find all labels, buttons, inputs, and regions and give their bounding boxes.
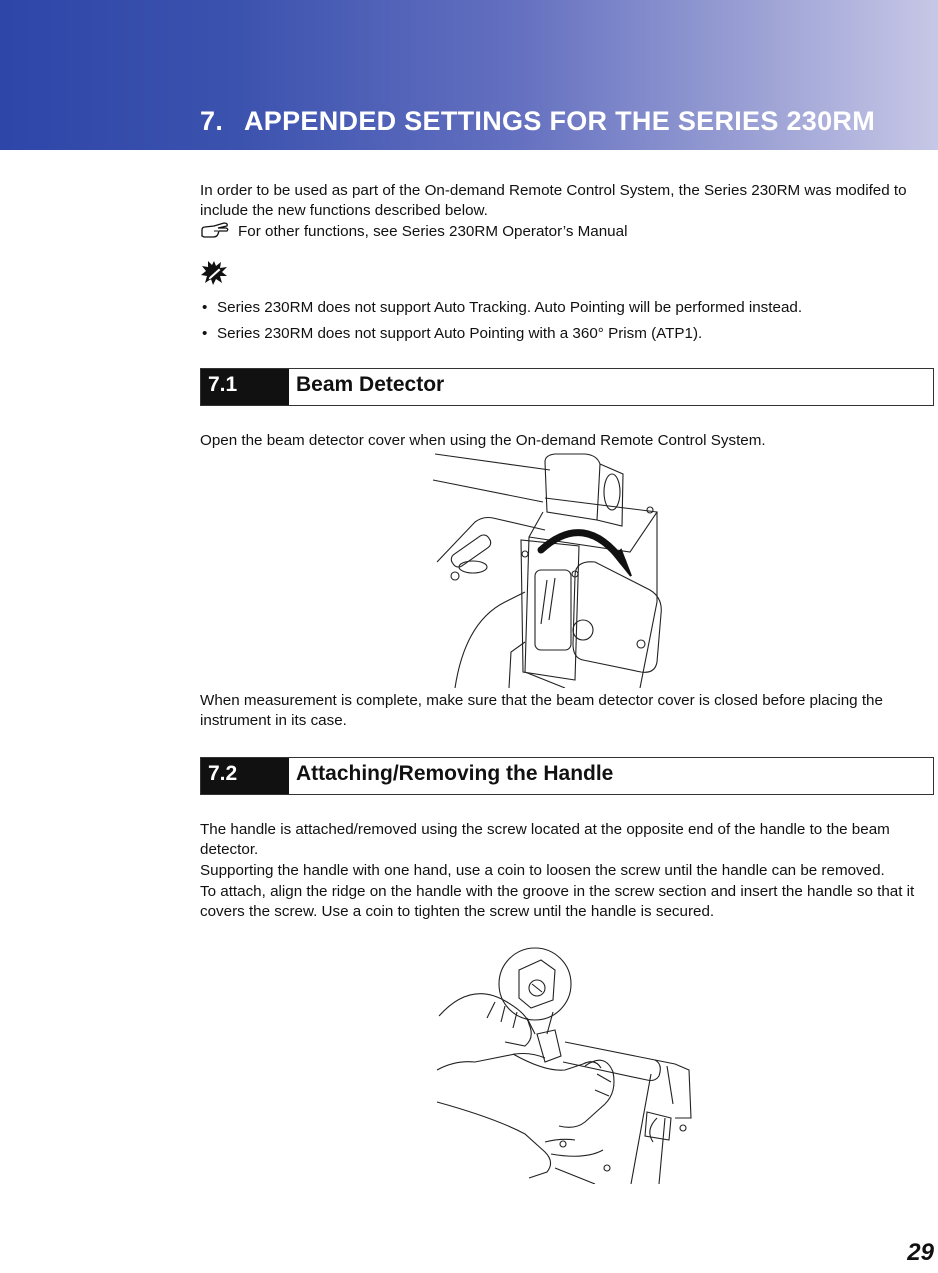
reference-line — [200, 222, 627, 242]
caution-note-icon — [200, 260, 228, 286]
section-7-1-closing-text: When measurement is complete, make sure that the beam detector cover is closed before placing the instrument in its case. — [200, 692, 883, 729]
note-bullet-item — [200, 324, 936, 344]
chapter-title — [200, 106, 875, 137]
page-number: 29 — [907, 1239, 934, 1266]
section-7-1-intro-text: Open the beam detector cover when using the On-demand Remote Control System. — [200, 432, 766, 449]
bullet-dot: • — [202, 325, 208, 342]
section-number: 7.2 — [201, 758, 289, 794]
handle-attach-illustration — [435, 942, 705, 1184]
section-heading-7-2 — [200, 757, 934, 795]
section-7-2-text-3: To attach, align the ridge on the handle with the groove in the screw section and insert the handle so that it covers the screw. Use a coin to tighten the screw until the handle is secured. — [200, 883, 915, 920]
bullet-dot: • — [202, 299, 208, 316]
reference-text: For other functions, see Series 230RM Operator’s Manual — [238, 223, 628, 240]
note-bullet-item — [200, 298, 936, 318]
section-heading-7-1 — [200, 368, 934, 406]
section-title: Beam Detector — [296, 373, 445, 396]
intro-paragraph: In order to be used as part of the On-demand Remote Control System, the Series 230RM was modifed to include the new functions described below. — [200, 182, 907, 219]
note-bullet-list — [200, 298, 936, 350]
note-bullet-text: Series 230RM does not support Auto Tracking. Auto Pointing will be performed instead. — [217, 299, 803, 316]
note-bullet-text: Series 230RM does not support Auto Pointing with a 360° Prism (ATP1). — [217, 325, 703, 342]
section-number: 7.1 — [201, 369, 289, 405]
section-7-2-text-2: Supporting the handle with one hand, use a coin to loosen the screw until the handle can be removed. — [200, 862, 885, 879]
section-7-2-text-1: The handle is attached/removed using the screw located at the opposite end of the handle to the beam detector. — [200, 821, 890, 858]
section-title: Attaching/Removing the Handle — [296, 762, 614, 785]
pointing-hand-icon — [200, 222, 230, 240]
chapter-title-text: APPENDED SETTINGS FOR THE SERIES 230RM — [244, 106, 876, 136]
beam-detector-cover-illustration — [425, 452, 675, 688]
chapter-number: 7. — [200, 106, 224, 136]
